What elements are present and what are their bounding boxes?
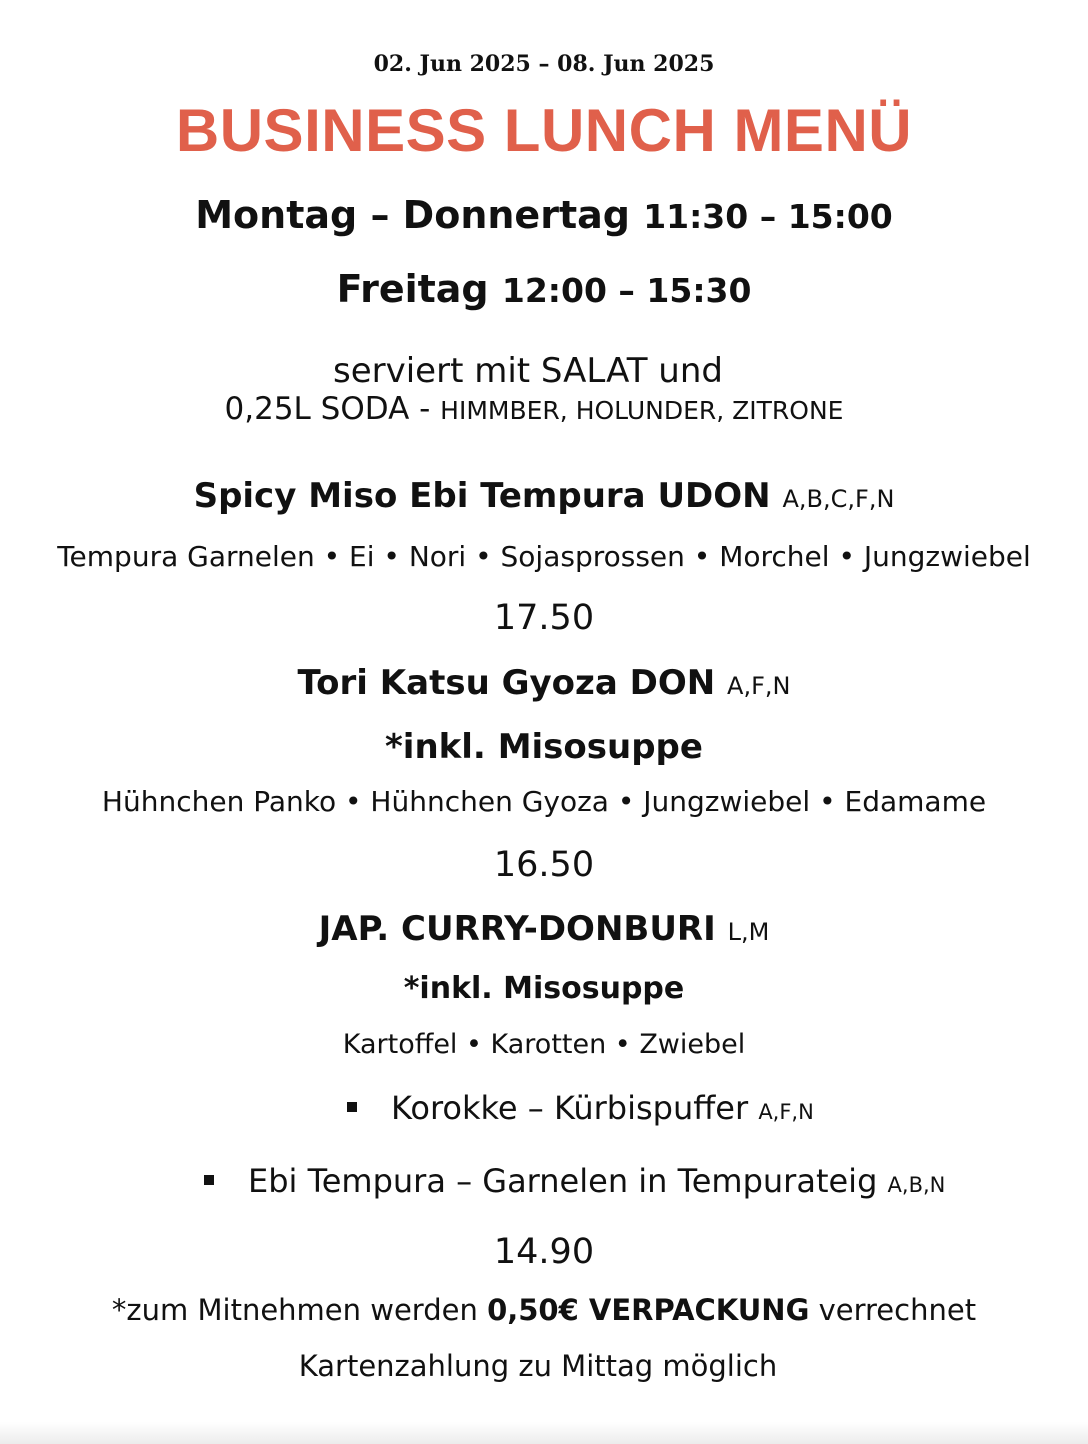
option-text: Korokke – Kürbispuffer (391, 1089, 749, 1127)
dish-name (0, 477, 1088, 516)
dish-price: 17.50 (493, 598, 595, 638)
dish-price: 16.50 (493, 845, 595, 885)
option-allergens: A,B,N (887, 1173, 946, 1197)
dish-note: *inkl. Misosuppe (385, 727, 703, 767)
dish-note: *inkl. Misosuppe (403, 971, 685, 1006)
packaging-note (0, 1294, 1088, 1327)
served-with-line2 (0, 392, 1078, 428)
hours-days-label: Freitag (336, 267, 489, 311)
dish-price: 14.90 (493, 1232, 595, 1272)
soda-label: 0,25L SODA - (224, 391, 441, 427)
hours-time: 11:30 – 15:00 (643, 197, 893, 236)
dish-name (0, 910, 1088, 949)
hours-fri (0, 268, 1088, 312)
hours-days-label: Montag – Donnertag (195, 193, 630, 237)
page-title: BUSINESS LUNCH MENÜ (175, 97, 913, 164)
date-range: 02. Jun 2025 – 08. Jun 2025 (373, 51, 715, 77)
square-bullet-icon (204, 1175, 214, 1185)
hours-mon-thu (0, 194, 1088, 238)
hours-time: 12:00 – 15:30 (501, 271, 752, 310)
card-payment-note: Kartenzahlung zu Mittag möglich (298, 1349, 778, 1383)
packaging-fee: 0,50€ VERPACKUNG (487, 1293, 810, 1327)
soda-flavors: HIMMBER, HOLUNDER, ZITRONE (440, 396, 844, 425)
packaging-prefix: *zum Mitnehmen werden (111, 1293, 488, 1327)
dish-description: Hühnchen Panko • Hühnchen Gyoza • Jungzwiebel • Edamame (101, 785, 987, 818)
dish-title: JAP. CURRY-DONBURI (318, 909, 716, 949)
dish-title: Spicy Miso Ebi Tempura UDON (193, 476, 771, 516)
dish-option (347, 1090, 814, 1127)
packaging-suffix: verrechnet (809, 1293, 977, 1327)
dish-option (204, 1163, 945, 1200)
option-allergens: A,F,N (758, 1100, 814, 1124)
dish-title: Tori Katsu Gyoza DON (297, 663, 716, 703)
dish-name (0, 664, 1088, 703)
dish-allergens: L,M (727, 918, 770, 946)
dish-allergens: A,F,N (727, 672, 791, 700)
dish-allergens: A,B,C,F,N (782, 485, 895, 513)
square-bullet-icon (347, 1102, 357, 1112)
dish-description: Tempura Garnelen • Ei • Nori • Sojasprossen • Morchel • Jungzwiebel (57, 540, 1031, 573)
page-bottom-edge (0, 1422, 1088, 1444)
served-with-line1: serviert mit SALAT und (333, 351, 723, 391)
dish-description: Kartoffel • Karotten • Zwiebel (342, 1029, 746, 1060)
option-text: Ebi Tempura – Garnelen in Tempurateig (248, 1162, 878, 1200)
